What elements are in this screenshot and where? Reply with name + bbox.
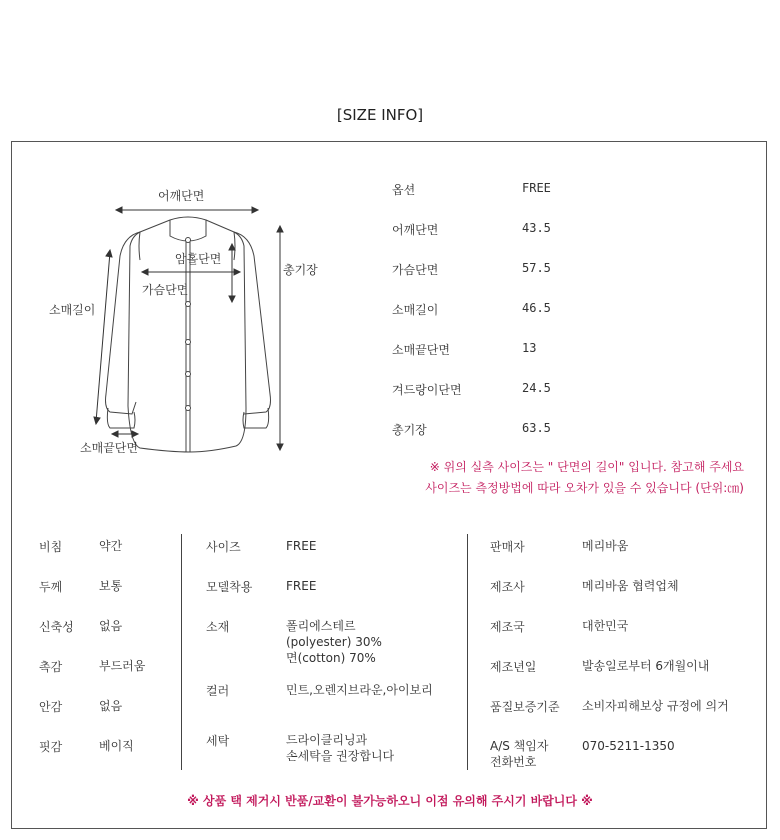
seller-value: 070-5211-1350 bbox=[582, 739, 675, 753]
detail-value: FREE bbox=[286, 539, 317, 553]
spec-key: 옵션 bbox=[392, 183, 416, 197]
measurement-notice bbox=[324, 457, 744, 499]
spec-key: 가슴단면 bbox=[392, 263, 439, 277]
spec-value: FREE bbox=[522, 181, 551, 195]
detail-value bbox=[286, 618, 382, 666]
chest-label: 가슴단면 bbox=[142, 283, 189, 297]
spec-row bbox=[392, 221, 732, 261]
material-line-1: 폴리에스테르 bbox=[286, 619, 356, 633]
page-title: [SIZE INFO] bbox=[336, 106, 424, 124]
seller-key: 판매자 bbox=[490, 540, 525, 554]
feature-key: 촉감 bbox=[39, 660, 63, 674]
feature-value: 약간 bbox=[99, 539, 123, 553]
column-divider bbox=[467, 534, 468, 770]
as-key-line-2: 전화번호 bbox=[490, 755, 537, 769]
seller-value: 메리바움 협력업체 bbox=[582, 579, 679, 593]
seller-key bbox=[490, 738, 548, 770]
detail-key: 소재 bbox=[206, 620, 230, 634]
armhole-label: 암홀단면 bbox=[175, 252, 222, 266]
feature-key: 핏감 bbox=[39, 740, 63, 754]
detail-value: FREE bbox=[286, 579, 317, 593]
notice-line-1: ※ 위의 실측 사이즈는 " 단면의 길이" 입니다. 참고해 주세요 bbox=[429, 460, 744, 474]
detail-value: 민트,오렌지브라운,아이보리 bbox=[286, 683, 433, 697]
as-key-line-1: A/S 책임자 bbox=[490, 739, 549, 753]
detail-key: 모델착용 bbox=[206, 580, 253, 594]
feature-value: 없음 bbox=[99, 699, 123, 713]
spec-value: 63.5 bbox=[522, 421, 551, 435]
seller-value: 대한민국 bbox=[582, 619, 629, 633]
spec-row bbox=[392, 421, 732, 461]
sleeve-length-label: 소매길이 bbox=[49, 303, 96, 317]
total-length-label: 총기장 bbox=[283, 263, 318, 277]
shirt-outline-icon bbox=[40, 176, 340, 466]
wash-line-2: 손세탁을 권장합니다 bbox=[286, 749, 395, 763]
return-policy-notice: ※ 상품 택 제거시 반품/교환이 불가능하오니 이점 유의해 주시기 바랍니다 ※ bbox=[187, 794, 593, 808]
column-divider bbox=[181, 534, 182, 770]
detail-key: 세탁 bbox=[206, 734, 230, 748]
spec-value: 43.5 bbox=[522, 221, 551, 235]
spec-value: 13 bbox=[522, 341, 537, 355]
material-line-3: 면(cotton) 70% bbox=[286, 651, 376, 665]
seller-value: 소비자피해보상 규정에 의거 bbox=[582, 699, 729, 713]
spec-key: 겨드랑이단면 bbox=[392, 383, 462, 397]
material-line-2: (polyester) 30% bbox=[286, 635, 382, 649]
spec-value: 46.5 bbox=[522, 301, 551, 315]
detail-value bbox=[286, 732, 394, 764]
seller-key: 품질보증기준 bbox=[490, 700, 560, 714]
shirt-diagram bbox=[40, 176, 340, 466]
spec-key: 소매길이 bbox=[392, 303, 439, 317]
spec-value: 57.5 bbox=[522, 261, 551, 275]
wash-line-1: 드라이클리닝과 bbox=[286, 733, 368, 747]
seller-key: 제조년일 bbox=[490, 660, 537, 674]
spec-row bbox=[392, 341, 732, 381]
spec-row bbox=[392, 261, 732, 301]
spec-row bbox=[392, 301, 732, 341]
feature-value: 보통 bbox=[99, 579, 123, 593]
seller-value: 발송일로부터 6개월이내 bbox=[582, 659, 710, 673]
seller-value: 메리바움 bbox=[582, 539, 629, 553]
detail-key: 사이즈 bbox=[206, 540, 241, 554]
spec-row bbox=[392, 181, 732, 221]
feature-value: 베이직 bbox=[99, 739, 134, 753]
seller-key: 제조사 bbox=[490, 580, 525, 594]
size-spec-table bbox=[392, 181, 732, 461]
spec-key: 소매끝단면 bbox=[392, 343, 450, 357]
feature-key: 안감 bbox=[39, 700, 63, 714]
cuff-label: 소매끝단면 bbox=[80, 441, 138, 455]
detail-key: 컬러 bbox=[206, 684, 230, 698]
seller-key: 제조국 bbox=[490, 620, 525, 634]
spec-key: 총기장 bbox=[392, 423, 427, 437]
shoulder-label: 어깨단면 bbox=[158, 189, 205, 203]
spec-value: 24.5 bbox=[522, 381, 551, 395]
notice-line-2: 사이즈는 측정방법에 따라 오차가 있을 수 있습니다 (단위:㎝) bbox=[425, 481, 744, 495]
feature-key: 비침 bbox=[39, 540, 63, 554]
feature-value: 없음 bbox=[99, 619, 123, 633]
feature-key: 신축성 bbox=[39, 620, 74, 634]
spec-row bbox=[392, 381, 732, 421]
feature-value: 부드러움 bbox=[99, 659, 146, 673]
spec-key: 어깨단면 bbox=[392, 223, 439, 237]
feature-key: 두께 bbox=[39, 580, 63, 594]
